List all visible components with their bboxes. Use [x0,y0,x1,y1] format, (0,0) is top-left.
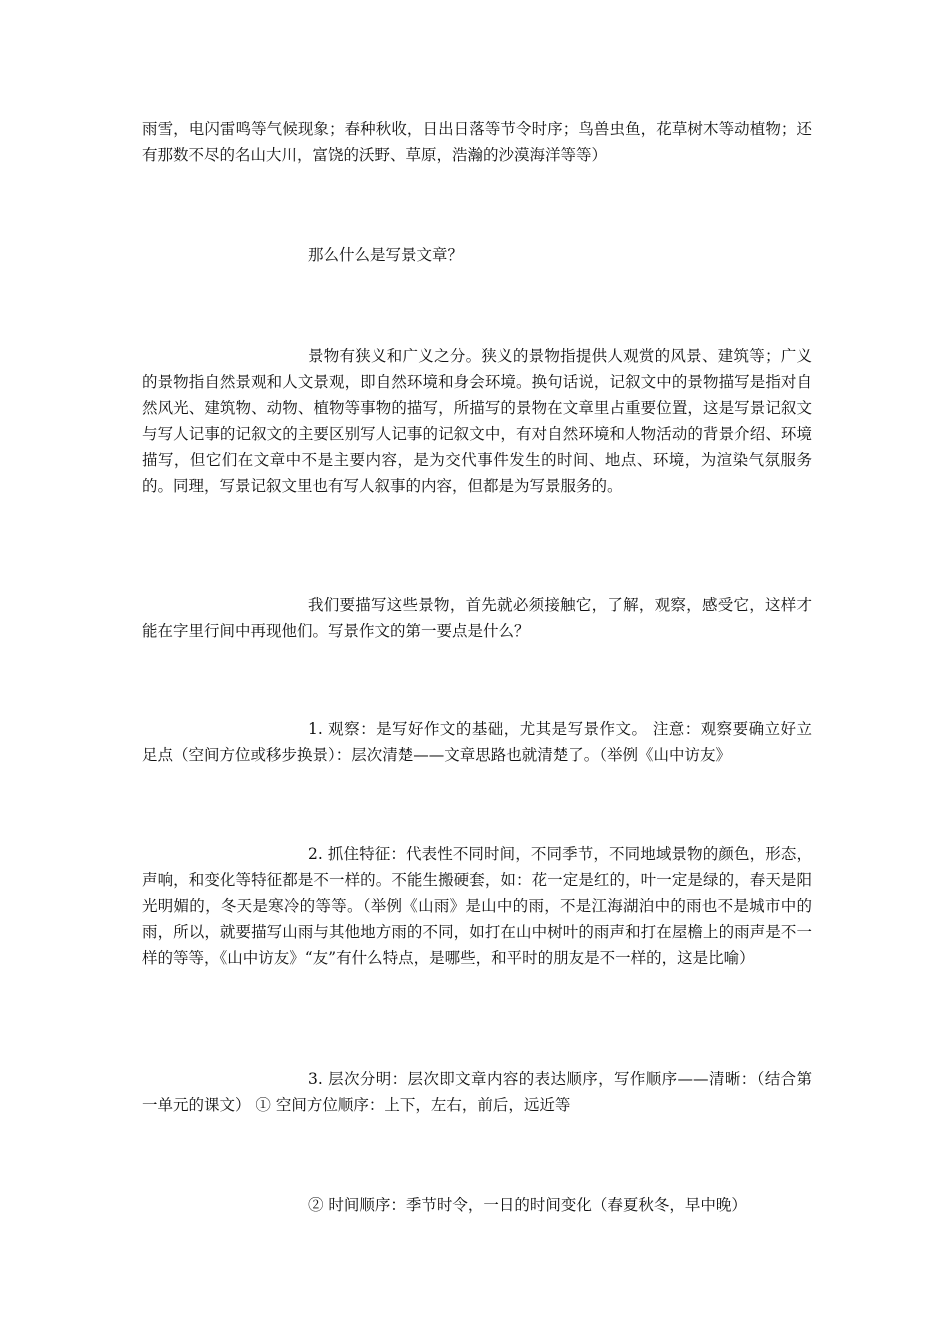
paragraph-point-1-observation: 1. 观察：是写好作文的基础，尤其是写景作文。 注意：观察要确立好立足点（空间方位或移步换景）：层次清楚——文章思路也就清楚了。（举例《山中访友》 [142,720,812,764]
paragraph-observe-scenery: 我们要描写这些景物，首先就必须接触它，了解，观察，感受它，这样才能在字里行间中再现他们。写景作文的第一要点是什么？ [142,596,812,640]
paragraph-natural-scenery-list: 雨雪，电闪雷鸣等气候现象；春种秋收，日出日落等节令时序；鸟兽虫鱼，花草树木等动植物；还有那数不尽的名山大川，富饶的沃野、草原，浩瀚的沙漠海洋等等） [142,120,812,164]
paragraph-point-3-structure: 3. 层次分明：层次即文章内容的表达顺序，写作顺序——清晰：（结合第一单元的课文） ① 空间方位顺序：上下，左右，前后，远近等 [142,1070,812,1114]
paragraph-time-order: ② 时间顺序：季节时令，一日的时间变化（春夏秋冬，早中晚） [308,1196,747,1214]
paragraph-point-2-characteristics: 2. 抓住特征：代表性不同时间，不同季节，不同地域景物的颜色，形态，声响，和变化等特征都是不一样的。不能生搬硬套，如：花一定是红的，叶一定是绿的，春天是阳光明媚的，冬天是寒冷的等等。（举例《山雨》是山中的雨，不是江海湖泊中的雨也不是城市中的雨，所以，就要描写山雨与其他地方雨的不同，如打在山中树叶的雨声和打在屋檐上的雨声是不一样的等等，《山中访友》“友”有什么特点，是哪些，和平时的朋友是不一样的，这是比喻） [142,845,812,967]
paragraph-scenery-definition: 景物有狭义和广义之分。狭义的景物指提供人观赏的风景、建筑等；广义的景物指自然景观和人文景观，即自然环境和身会环境。换句话说，记叙文中的景物描写是指对自然风光、建筑物、动物、植物等事物的描写，所描写的景物在文章里占重要位置，这是写景记叙文与写人记事的记叙文的主要区别写人记事的记叙文中，有对自然环境和人物活动的背景介绍、环境描写，但它们在文章中不是主要内容，是为交代事件发生的时间、地点、环境，为渲染气氛服务的。同理，写景记叙文里也有写人叙事的内容，但都是为写景服务的。 [142,347,812,495]
paragraph-question-what-is-scenery-writing: 那么什么是写景文章？ [308,246,464,264]
